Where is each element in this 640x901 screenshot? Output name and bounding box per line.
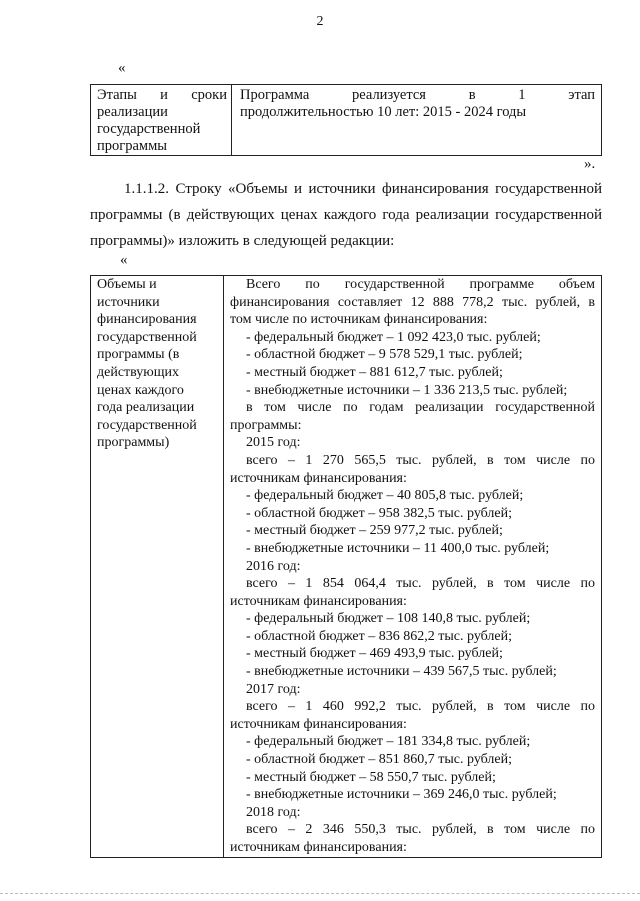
table-row	[91, 85, 602, 156]
amendment-paragraph	[90, 176, 602, 254]
cell-line: - местный бюджет – 469 493,9 тыс. рублей;	[246, 646, 503, 662]
stages-table	[90, 84, 602, 156]
cell-line: - федеральный бюджет – 181 334,8 тыс. рублей;	[246, 734, 531, 750]
cell-line: 2016 год:	[246, 558, 301, 574]
cell-line: программы (в	[97, 347, 180, 363]
close-quote: ».	[584, 156, 596, 172]
cell-line: продолжительностью 10 лет: 2015 - 2024 годы	[240, 104, 527, 120]
cell-line: Этапы и сроки	[97, 87, 227, 103]
cell-line: государственной	[97, 329, 197, 345]
scan-edge-divider	[0, 893, 640, 894]
cell-line: - областной бюджет – 958 382,5 тыс. рублей;	[246, 505, 512, 521]
funding-table	[90, 275, 602, 858]
cell-line: источники	[97, 294, 160, 310]
cell-line: источникам финансирования:	[230, 593, 407, 609]
cell-line: - внебюджетные источники – 1 336 213,5 тыс. рублей;	[246, 382, 568, 398]
table-row	[91, 276, 602, 858]
cell-line: государственной	[97, 417, 197, 433]
cell-line: ценах каждого	[97, 382, 184, 398]
open-quote: «	[120, 252, 128, 268]
cell-line: Объемы и	[97, 277, 157, 292]
cell-line: источникам финансирования:	[230, 716, 407, 732]
paragraph-line: программы)» изложить в следующей редакции:	[90, 233, 395, 249]
cell-line: финансирования	[97, 312, 197, 328]
cell-line: 2015 год:	[246, 435, 301, 451]
cell-line: - внебюджетные источники – 11 400,0 тыс. рублей;	[246, 540, 550, 556]
cell-line: источникам финансирования:	[230, 840, 407, 855]
stages-label-cell	[91, 85, 232, 156]
stages-value-cell	[232, 85, 602, 156]
cell-line: всего – 1 270 565,5 тыс. рублей, в том числе по	[246, 452, 595, 468]
cell-line: всего – 1 854 064,4 тыс. рублей, в том числе по	[246, 576, 595, 592]
cell-line: государственной	[97, 121, 201, 137]
cell-line: - областной бюджет – 9 578 529,1 тыс. рублей;	[246, 347, 523, 363]
open-quote: «	[118, 60, 126, 76]
cell-line: года реализации	[97, 400, 195, 416]
cell-line: программы	[97, 138, 167, 154]
cell-line: - местный бюджет – 881 612,7 тыс. рублей;	[246, 364, 503, 380]
cell-line: - внебюджетные источники – 439 567,5 тыс. рублей;	[246, 664, 557, 680]
cell-line: программы:	[230, 417, 302, 433]
cell-line: том числе по источникам финансирования:	[230, 312, 488, 328]
cell-line: программы)	[97, 435, 170, 451]
page-number: 2	[316, 14, 324, 29]
cell-line: - внебюджетные источники – 369 246,0 тыс. рублей;	[246, 787, 557, 803]
cell-line: Всего по государственной программе объем	[246, 277, 595, 292]
cell-line: - местный бюджет – 259 977,2 тыс. рублей;	[246, 523, 503, 539]
cell-line: 2017 год:	[246, 681, 301, 697]
cell-line: - местный бюджет – 58 550,7 тыс. рублей;	[246, 769, 496, 785]
paragraph-line: программы (в действующих ценах каждого года реализации государственной	[90, 207, 602, 223]
cell-line: реализации	[97, 104, 168, 120]
cell-line: финансирования составляет 12 888 778,2 тыс. рублей, в	[230, 294, 595, 310]
cell-line: действующих	[97, 364, 180, 380]
cell-line: - областной бюджет – 836 862,2 тыс. рублей;	[246, 628, 512, 644]
cell-line: - федеральный бюджет – 40 805,8 тыс. рублей;	[246, 488, 524, 504]
cell-line: всего – 1 460 992,2 тыс. рублей, в том числе по	[246, 699, 595, 715]
cell-line: - областной бюджет – 851 860,7 тыс. рублей;	[246, 752, 512, 768]
cell-line: - федеральный бюджет – 1 092 423,0 тыс. рублей;	[246, 329, 541, 345]
cell-line: Программа реализуется в 1 этап	[240, 87, 595, 103]
cell-line: источникам финансирования:	[230, 470, 407, 486]
cell-line: в том числе по годам реализации государственной	[246, 400, 595, 416]
paragraph-line: 1.1.1.2. Строку «Объемы и источники финансирования государственной	[124, 181, 602, 197]
funding-value-cell	[224, 276, 602, 858]
funding-label-cell	[91, 276, 224, 858]
cell-line: всего – 2 346 550,3 тыс. рублей, в том числе по	[246, 822, 595, 838]
cell-line: 2018 год:	[246, 804, 301, 820]
cell-line: - федеральный бюджет – 108 140,8 тыс. рублей;	[246, 611, 531, 627]
